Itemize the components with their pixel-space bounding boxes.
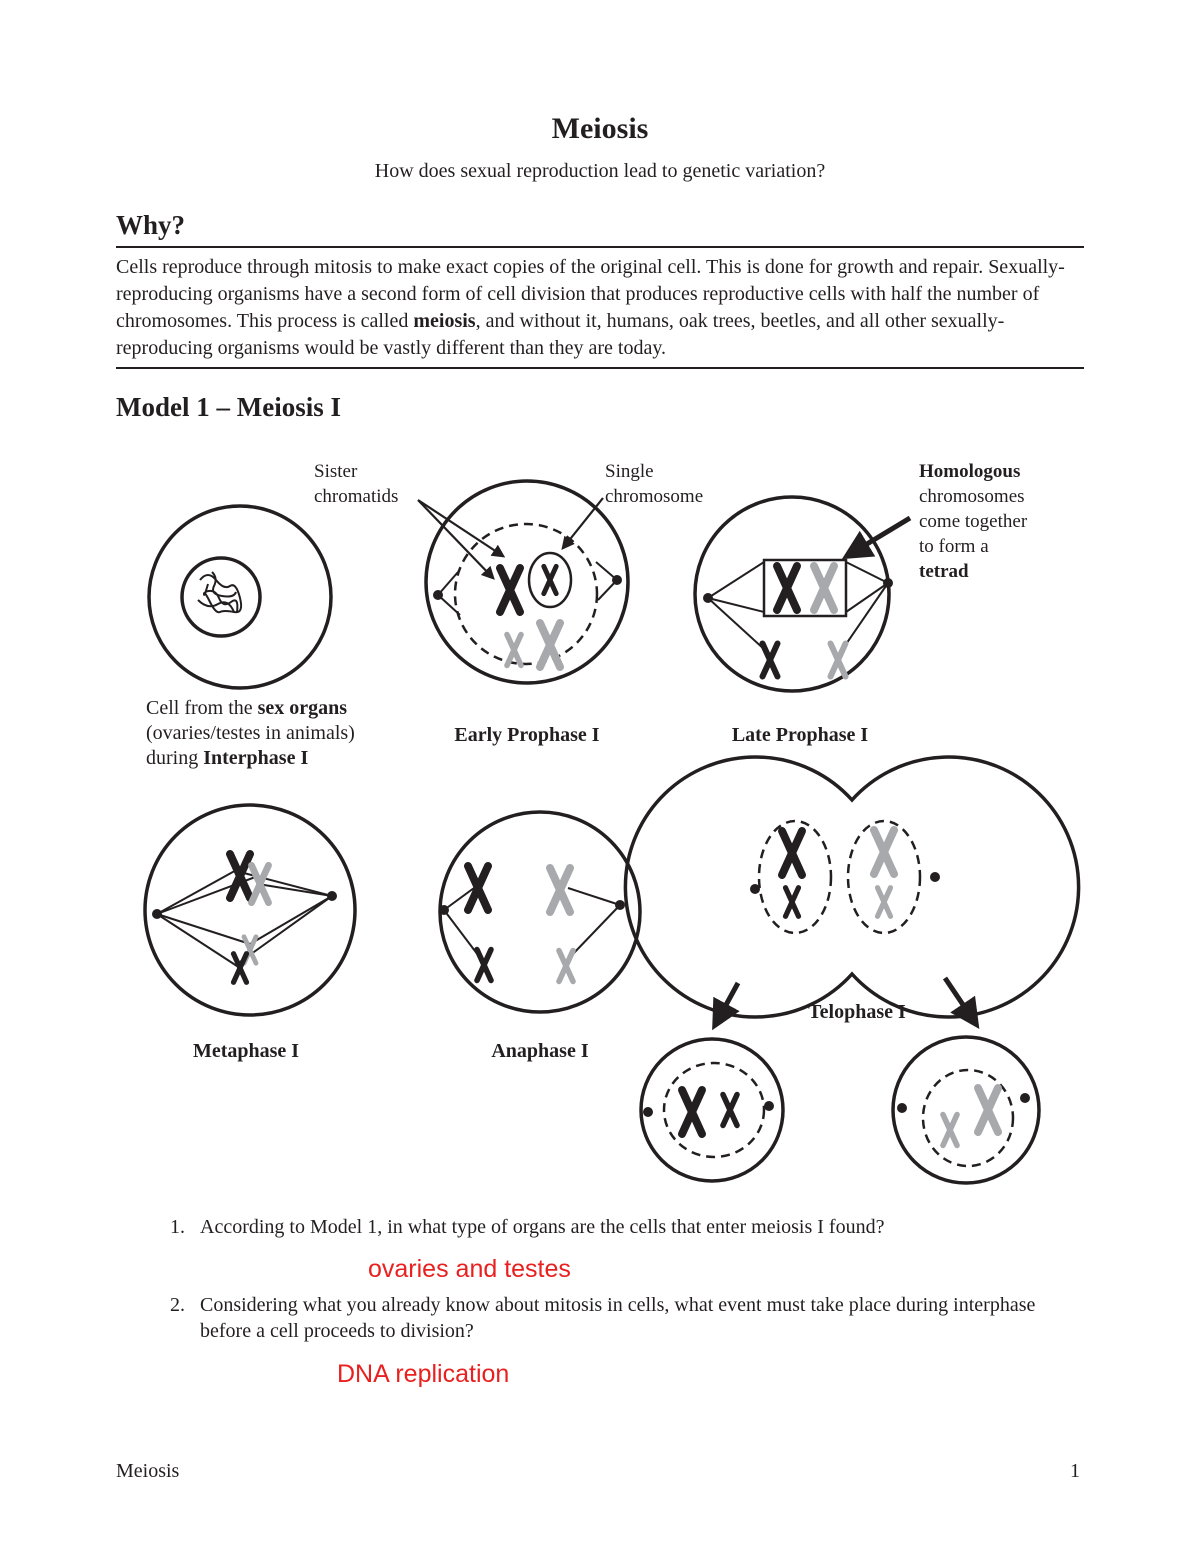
page-subtitle: How does sexual reproduction lead to genetic variation? (374, 160, 826, 182)
centrosome-icon (1020, 1093, 1030, 1103)
question-1 (170, 1214, 1070, 1240)
label-line: Interphase I (203, 747, 309, 769)
chromosome-gray-icon (943, 1115, 957, 1146)
why-heading: Why? (116, 210, 186, 240)
telophase-cell (625, 757, 1078, 1025)
caption-metaphase: Metaphase I (192, 1040, 300, 1062)
centrosome-icon (764, 1101, 774, 1111)
daughter-cell-right (893, 1037, 1039, 1183)
why-text-2: , and without it, humans, oak trees, beetles, and all other sexually-reproducing organisms would be vastly different than they are today. (116, 310, 1005, 359)
why-text-1: Cells reproduce through mitosis to make exact copies of the original cell. This is done for growth and repair. Sexually-reproducing organisms have a second form of cell division that produces reproductive cells with half the number of chromosomes. This process is called (116, 256, 1065, 332)
chromosome-gray-icon (814, 566, 834, 610)
page-number: 1 (1070, 1460, 1080, 1482)
label-line: chromatids (314, 486, 399, 507)
chromosome-gray-icon (978, 1088, 998, 1132)
chromosome-black-icon (786, 888, 799, 917)
caption-telophase: Telophase I (808, 1001, 906, 1023)
chromosome-gray-icon (540, 623, 560, 667)
centrosome-icon (930, 872, 940, 882)
chromosome-gray-icon (874, 830, 894, 874)
centrosome-icon (750, 884, 760, 894)
question-2 (170, 1292, 1070, 1344)
chromosome-black-icon (500, 568, 520, 612)
question-number: 2. (170, 1294, 185, 1316)
answer-1: ovaries and testes (368, 1255, 571, 1283)
chromosome-black-icon (782, 831, 802, 875)
chromosome-black-icon (234, 954, 247, 983)
label-sister-chromatids (314, 459, 398, 509)
early-prophase-cell (418, 481, 628, 683)
label-line: Cell from the (146, 697, 258, 719)
question-text: According to Model 1, in what type of organs are the cells that enter meiosis I found? (200, 1216, 885, 1238)
page-title: Meiosis (551, 112, 649, 145)
chromosome-gray-icon (831, 644, 846, 677)
chromosome-black-icon (230, 854, 250, 898)
chromosome-gray-icon (878, 888, 891, 917)
label-line: come together (919, 511, 1028, 532)
chromosome-black-icon (723, 1095, 737, 1126)
chromosome-black-icon (777, 566, 797, 610)
question-number: 1. (170, 1216, 185, 1238)
why-text-bold: meiosis (413, 310, 476, 332)
caption-late-prophase: Late Prophase I (731, 724, 869, 746)
chromatin-icon (198, 572, 241, 612)
label-homologous-tetrad (919, 459, 1027, 584)
chromosome-black-icon (477, 950, 491, 981)
caption-anaphase: Anaphase I (491, 1040, 589, 1062)
model-heading: Model 1 – Meiosis I (116, 392, 341, 422)
centrosome-icon (897, 1103, 907, 1113)
chromosome-black-icon (544, 566, 556, 593)
chromosome-black-icon (682, 1090, 702, 1134)
label-line: (ovaries/testes in animals) (146, 722, 355, 744)
label-line: chromosome (605, 486, 704, 507)
label-single-chromosome (605, 459, 703, 509)
label-line: to form a (919, 536, 989, 557)
footer-title: Meiosis (116, 1460, 180, 1482)
caption-early-prophase: Early Prophase I (454, 724, 600, 746)
answer-2: DNA replication (337, 1360, 510, 1388)
late-prophase-cell (695, 497, 910, 691)
question-text: Considering what you already know about mitosis in cells, what event must take place during interphase before a cell proceeds to division? (200, 1294, 1036, 1342)
chromosome-black-icon (763, 644, 778, 677)
chromosome-gray-icon (559, 951, 573, 982)
label-line: Homologous (919, 461, 1021, 482)
interphase-cell (149, 506, 331, 688)
label-line: during (146, 747, 204, 769)
anaphase-cell (439, 812, 640, 1012)
chromosome-gray-icon (507, 635, 521, 666)
chromosome-gray-icon (252, 865, 269, 902)
label-line: Sister (314, 461, 358, 482)
centrosome-icon (643, 1107, 653, 1117)
chromosome-black-icon (468, 866, 488, 910)
daughter-cell-left (641, 1039, 783, 1181)
label-interphase (146, 696, 355, 771)
chromosome-gray-icon (550, 868, 570, 912)
label-line: tetrad (919, 561, 969, 582)
label-line: chromosomes (919, 486, 1025, 507)
metaphase-cell (145, 805, 355, 1015)
label-line: Single (605, 461, 654, 482)
label-line: sex organs (257, 697, 348, 719)
